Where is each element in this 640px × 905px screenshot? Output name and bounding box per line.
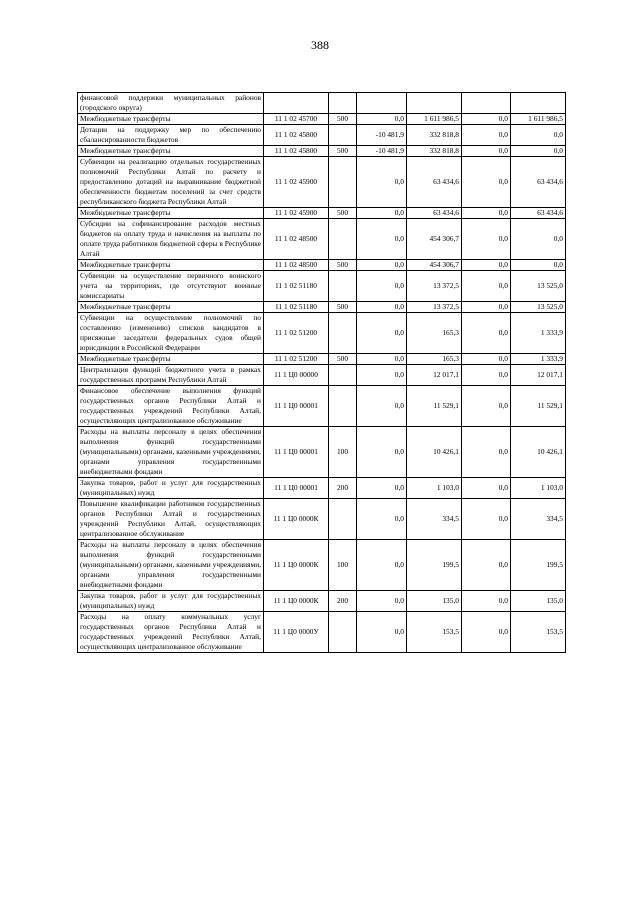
- row-amount-cell: 334,5: [407, 499, 462, 540]
- row-change-2-cell: [462, 93, 511, 114]
- row-code-cell: 11 1 Ц0 0000У: [264, 612, 329, 653]
- table-row: [78, 157, 566, 208]
- row-expense-type-cell: [329, 612, 357, 653]
- row-amount-cell: 332 818,8: [407, 125, 462, 146]
- row-change-cell: 0,0: [357, 591, 407, 612]
- row-name-cell: Межбюджетные трансферты: [78, 146, 264, 157]
- table-row: [78, 365, 566, 386]
- table-row: [78, 260, 566, 271]
- row-name-cell: финансовой поддержки муниципальных районов (городского округа): [78, 93, 264, 114]
- row-name-cell: Субвенции на осуществление полномочий по составлению (изменению) списков кандидатов в присяжные заседатели федеральных судов общей юрисдикции в Российской Федерации: [78, 313, 264, 354]
- row-amount-2-cell: 334,5: [511, 499, 566, 540]
- row-code-cell: 11 1 02 45900: [264, 157, 329, 208]
- row-change-cell: 0,0: [357, 157, 407, 208]
- row-change-2-cell: 0,0: [462, 219, 511, 260]
- row-name-cell: Межбюджетные трансферты: [78, 302, 264, 313]
- row-name-cell: Централизация функций бюджетного учета в рамках государственных программ Республики Алтай: [78, 365, 264, 386]
- row-change-cell: 0,0: [357, 427, 407, 478]
- row-amount-cell: 165,3: [407, 313, 462, 354]
- row-amount-2-cell: 0,0: [511, 260, 566, 271]
- row-code-cell: 11 1 Ц0 0000К: [264, 540, 329, 591]
- row-change-cell: [357, 93, 407, 114]
- row-change-cell: 0,0: [357, 114, 407, 125]
- row-name-cell: Межбюджетные трансферты: [78, 260, 264, 271]
- row-change-2-cell: 0,0: [462, 208, 511, 219]
- row-change-cell: 0,0: [357, 386, 407, 427]
- row-code-cell: 11 1 02 45900: [264, 208, 329, 219]
- row-name-cell: Субсидии на софинансирование расходов местных бюджетов на оплату труда и начисления на выплаты по оплате труда работников бюджетной сферы в Республике Алтай: [78, 219, 264, 260]
- row-change-2-cell: 0,0: [462, 427, 511, 478]
- row-expense-type-cell: 100: [329, 427, 357, 478]
- row-amount-2-cell: 0,0: [511, 146, 566, 157]
- row-amount-cell: 63 434,6: [407, 208, 462, 219]
- row-expense-type-cell: 500: [329, 114, 357, 125]
- row-expense-type-cell: 500: [329, 260, 357, 271]
- row-code-cell: 11 1 Ц0 00001: [264, 386, 329, 427]
- row-code-cell: 11 1 02 51180: [264, 302, 329, 313]
- row-amount-2-cell: 13 525,0: [511, 271, 566, 302]
- row-change-cell: 0,0: [357, 354, 407, 365]
- row-change-cell: 0,0: [357, 271, 407, 302]
- row-amount-cell: 454 306,7: [407, 260, 462, 271]
- row-change-2-cell: 0,0: [462, 271, 511, 302]
- row-expense-type-cell: [329, 93, 357, 114]
- row-change-cell: 0,0: [357, 219, 407, 260]
- table-row: [78, 540, 566, 591]
- row-change-2-cell: 0,0: [462, 313, 511, 354]
- row-amount-2-cell: 1 333,9: [511, 313, 566, 354]
- row-change-cell: 0,0: [357, 313, 407, 354]
- row-amount-cell: 13 372,5: [407, 271, 462, 302]
- row-code-cell: 11 1 Ц0 00001: [264, 427, 329, 478]
- table-row: [78, 208, 566, 219]
- row-name-cell: Дотации на поддержку мер по обеспечению сбалансированности бюджетов: [78, 125, 264, 146]
- row-change-2-cell: 0,0: [462, 499, 511, 540]
- row-name-cell: Повышение квалификации работников государственных органов Республики Алтай и государственных учреждений Республики Алтай, осуществляющих централизованное обслуживание: [78, 499, 264, 540]
- row-expense-type-cell: [329, 365, 357, 386]
- row-amount-cell: 10 426,1: [407, 427, 462, 478]
- row-amount-2-cell: 10 426,1: [511, 427, 566, 478]
- row-amount-cell: [407, 93, 462, 114]
- row-name-cell: Расходы на выплаты персоналу в целях обеспечения выполнения функций государственными (муниципальными) органами, казенными учреждениями, органами управления государственными внебюджетными фондами: [78, 427, 264, 478]
- row-amount-2-cell: 0,0: [511, 219, 566, 260]
- row-change-2-cell: 0,0: [462, 478, 511, 499]
- row-amount-cell: 454 306,7: [407, 219, 462, 260]
- row-code-cell: 11 1 Ц0 0000К: [264, 591, 329, 612]
- row-amount-cell: 12 017,1: [407, 365, 462, 386]
- row-change-2-cell: 0,0: [462, 386, 511, 427]
- row-change-cell: 0,0: [357, 302, 407, 313]
- table-row: [78, 125, 566, 146]
- table-row: [78, 612, 566, 653]
- row-code-cell: 11 1 02 48500: [264, 260, 329, 271]
- row-change-cell: 0,0: [357, 208, 407, 219]
- row-name-cell: Расходы на оплату коммунальных услуг государственных органов Республики Алтай и государственных учреждений Республики Алтай, осуществляющих централизованное обслуживание: [78, 612, 264, 653]
- row-code-cell: 11 1 02 45800: [264, 125, 329, 146]
- table-row: [78, 302, 566, 313]
- row-code-cell: 11 1 02 51180: [264, 271, 329, 302]
- row-amount-cell: 153,5: [407, 612, 462, 653]
- row-change-2-cell: 0,0: [462, 146, 511, 157]
- row-amount-cell: 1 103,0: [407, 478, 462, 499]
- row-name-cell: Межбюджетные трансферты: [78, 208, 264, 219]
- row-change-cell: 0,0: [357, 260, 407, 271]
- row-name-cell: Расходы на выплаты персоналу в целях обеспечения выполнения функций государственными (муниципальными) органами, казенными учреждениями, органами управления государственными внебюджетными фондами: [78, 540, 264, 591]
- row-change-cell: 0,0: [357, 540, 407, 591]
- row-amount-2-cell: 1 333,9: [511, 354, 566, 365]
- row-amount-2-cell: 11 529,1: [511, 386, 566, 427]
- row-amount-cell: 135,0: [407, 591, 462, 612]
- table-row: [78, 386, 566, 427]
- table-row: [78, 146, 566, 157]
- row-name-cell: Закупка товаров, работ и услуг для государственных (муниципальных) нужд: [78, 591, 264, 612]
- row-amount-2-cell: 1 103,0: [511, 478, 566, 499]
- page-number: 388: [311, 38, 329, 52]
- row-expense-type-cell: 500: [329, 146, 357, 157]
- row-amount-cell: 165,3: [407, 354, 462, 365]
- row-expense-type-cell: 500: [329, 302, 357, 313]
- table-row: [78, 93, 566, 114]
- row-expense-type-cell: 200: [329, 478, 357, 499]
- row-amount-2-cell: 153,5: [511, 612, 566, 653]
- table-row: [78, 427, 566, 478]
- table-row: [78, 313, 566, 354]
- row-amount-cell: 1 611 986,5: [407, 114, 462, 125]
- table-row: [78, 354, 566, 365]
- row-code-cell: 11 1 02 45800: [264, 146, 329, 157]
- row-amount-2-cell: 12 017,1: [511, 365, 566, 386]
- row-expense-type-cell: [329, 499, 357, 540]
- row-change-2-cell: 0,0: [462, 302, 511, 313]
- row-change-cell: 0,0: [357, 499, 407, 540]
- row-amount-cell: 332 818,8: [407, 146, 462, 157]
- row-code-cell: 11 1 02 51200: [264, 313, 329, 354]
- row-change-2-cell: 0,0: [462, 354, 511, 365]
- row-amount-2-cell: 1 611 986,5: [511, 114, 566, 125]
- row-expense-type-cell: 100: [329, 540, 357, 591]
- budget-table: [77, 92, 566, 653]
- row-expense-type-cell: [329, 271, 357, 302]
- row-change-cell: 0,0: [357, 365, 407, 386]
- row-expense-type-cell: [329, 313, 357, 354]
- row-amount-cell: 13 372,5: [407, 302, 462, 313]
- row-expense-type-cell: [329, 219, 357, 260]
- row-code-cell: [264, 93, 329, 114]
- row-change-2-cell: 0,0: [462, 540, 511, 591]
- table-row: [78, 591, 566, 612]
- table-row: [78, 114, 566, 125]
- row-expense-type-cell: [329, 125, 357, 146]
- row-amount-2-cell: 13 525,0: [511, 302, 566, 313]
- row-code-cell: 11 1 Ц0 0000К: [264, 499, 329, 540]
- row-change-cell: -10 481,9: [357, 146, 407, 157]
- row-code-cell: 11 1 02 51200: [264, 354, 329, 365]
- row-amount-cell: 199,5: [407, 540, 462, 591]
- row-amount-cell: 63 434,6: [407, 157, 462, 208]
- row-amount-cell: 11 529,1: [407, 386, 462, 427]
- row-name-cell: Закупка товаров, работ и услуг для государственных (муниципальных) нужд: [78, 478, 264, 499]
- row-code-cell: 11 1 02 45700: [264, 114, 329, 125]
- row-change-cell: 0,0: [357, 612, 407, 653]
- row-expense-type-cell: 200: [329, 591, 357, 612]
- row-change-2-cell: 0,0: [462, 612, 511, 653]
- row-amount-2-cell: 135,0: [511, 591, 566, 612]
- row-amount-2-cell: 199,5: [511, 540, 566, 591]
- row-name-cell: Субвенции на реализацию отдельных государственных полномочий Республики Алтай по расчету и предоставлению дотаций на выравнивание бюджетной обеспеченности бюджетам поселений за счет средств республиканского бюджета Республики Алтай: [78, 157, 264, 208]
- row-change-2-cell: 0,0: [462, 365, 511, 386]
- table-row: [78, 499, 566, 540]
- row-name-cell: Межбюджетные трансферты: [78, 354, 264, 365]
- row-code-cell: 11 1 02 48500: [264, 219, 329, 260]
- row-expense-type-cell: 500: [329, 354, 357, 365]
- row-name-cell: Субвенции на осуществление первичного воинского учета на территориях, где отсутствуют военные комиссариаты: [78, 271, 264, 302]
- row-expense-type-cell: [329, 386, 357, 427]
- row-change-2-cell: 0,0: [462, 260, 511, 271]
- row-amount-2-cell: 0,0: [511, 125, 566, 146]
- row-amount-2-cell: 63 434,6: [511, 157, 566, 208]
- table-row: [78, 271, 566, 302]
- row-change-2-cell: 0,0: [462, 114, 511, 125]
- row-expense-type-cell: 500: [329, 208, 357, 219]
- row-code-cell: 11 1 Ц0 00001: [264, 478, 329, 499]
- row-change-2-cell: 0,0: [462, 591, 511, 612]
- table-row: [78, 219, 566, 260]
- row-name-cell: Финансовое обеспечение выполнения функций государственных органов Республики Алтай и государственных учреждений Республики Алтай, осуществляющих централизованное обслуживание: [78, 386, 264, 427]
- table-row: [78, 478, 566, 499]
- row-change-2-cell: 0,0: [462, 125, 511, 146]
- row-change-cell: 0,0: [357, 478, 407, 499]
- budget-table-body: [78, 93, 566, 653]
- row-code-cell: 11 1 Ц0 00000: [264, 365, 329, 386]
- row-expense-type-cell: [329, 157, 357, 208]
- row-amount-2-cell: 63 434,6: [511, 208, 566, 219]
- row-amount-2-cell: [511, 93, 566, 114]
- row-name-cell: Межбюджетные трансферты: [78, 114, 264, 125]
- row-change-cell: -10 481,9: [357, 125, 407, 146]
- row-change-2-cell: 0,0: [462, 157, 511, 208]
